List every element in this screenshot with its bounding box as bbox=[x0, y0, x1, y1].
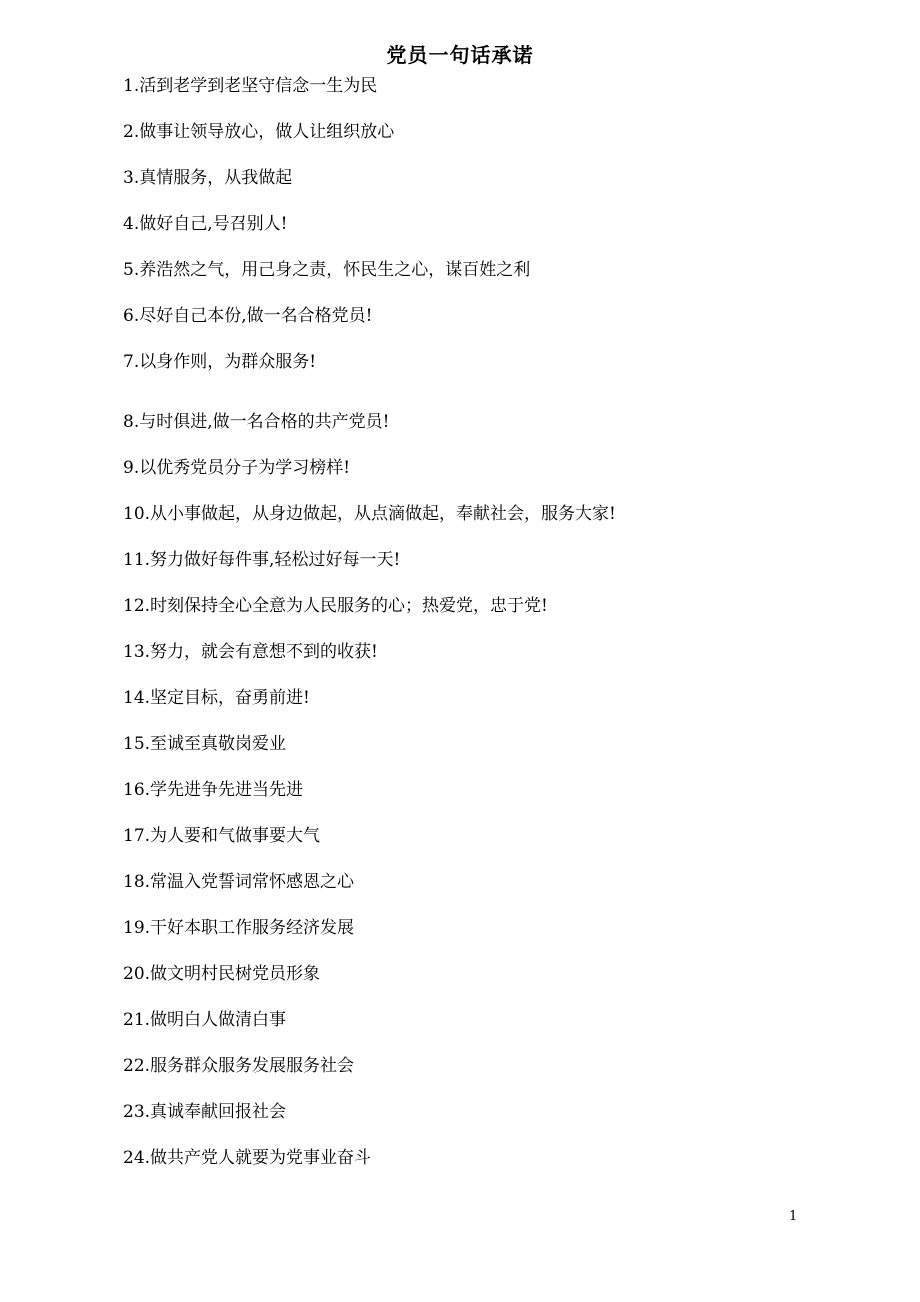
pledge-list bbox=[123, 73, 843, 1191]
pledge-item-16: 16.学先进争先进当先进 bbox=[123, 780, 304, 800]
pledge-item-12: 12.时刻保持全心全意为人民服务的心；热爱党，忠于党! bbox=[123, 596, 548, 616]
pledge-item-2: 2.做事让领导放心，做人让组织放心 bbox=[123, 122, 395, 142]
page-number: 1 bbox=[789, 1209, 798, 1224]
pledge-item-17: 17.为人要和气做事要大气 bbox=[123, 826, 321, 846]
pledge-item-10: 10.从小事做起，从身边做起，从点滴做起，奉献社会，服务大家! bbox=[123, 504, 616, 524]
pledge-item-5: 5.养浩然之气，用己身之责，怀民生之心，谋百姓之利 bbox=[123, 260, 531, 280]
pledge-item-21: 21.做明白人做清白事 bbox=[123, 1010, 287, 1030]
pledge-item-9: 9.以优秀党员分子为学习榜样! bbox=[123, 458, 351, 478]
pledge-item-11: 11.努力做好每件事,轻松过好每一天! bbox=[123, 550, 401, 570]
pledge-item-8: 8.与时俱进,做一名合格的共产党员! bbox=[123, 412, 390, 432]
page-title: 党员一句话承诺 bbox=[386, 43, 534, 68]
pledge-item-22: 22.服务群众服务发展服务社会 bbox=[123, 1056, 355, 1076]
pledge-item-24: 24.做共产党人就要为党事业奋斗 bbox=[123, 1148, 372, 1168]
pledge-item-23: 23.真诚奉献回报社会 bbox=[123, 1102, 287, 1122]
pledge-item-1: 1.活到老学到老坚守信念一生为民 bbox=[123, 76, 378, 96]
pledge-item-18: 18.常温入党誓词常怀感恩之心 bbox=[123, 872, 355, 892]
pledge-item-13: 13.努力，就会有意想不到的收获! bbox=[123, 642, 378, 662]
pledge-item-6: 6.尽好自己本份,做一名合格党员! bbox=[123, 306, 373, 326]
pledge-item-15: 15.至诚至真敬岗爱业 bbox=[123, 734, 287, 754]
pledge-item-19: 19.干好本职工作服务经济发展 bbox=[123, 918, 355, 938]
pledge-item-4: 4.做好自己,号召别人! bbox=[123, 214, 288, 234]
pledge-item-7: 7.以身作则，为群众服务! bbox=[123, 352, 317, 372]
pledge-item-3: 3.真情服务，从我做起 bbox=[123, 168, 293, 188]
pledge-item-14: 14.坚定目标，奋勇前进! bbox=[123, 688, 310, 708]
pledge-item-20: 20.做文明村民树党员形象 bbox=[123, 964, 321, 984]
